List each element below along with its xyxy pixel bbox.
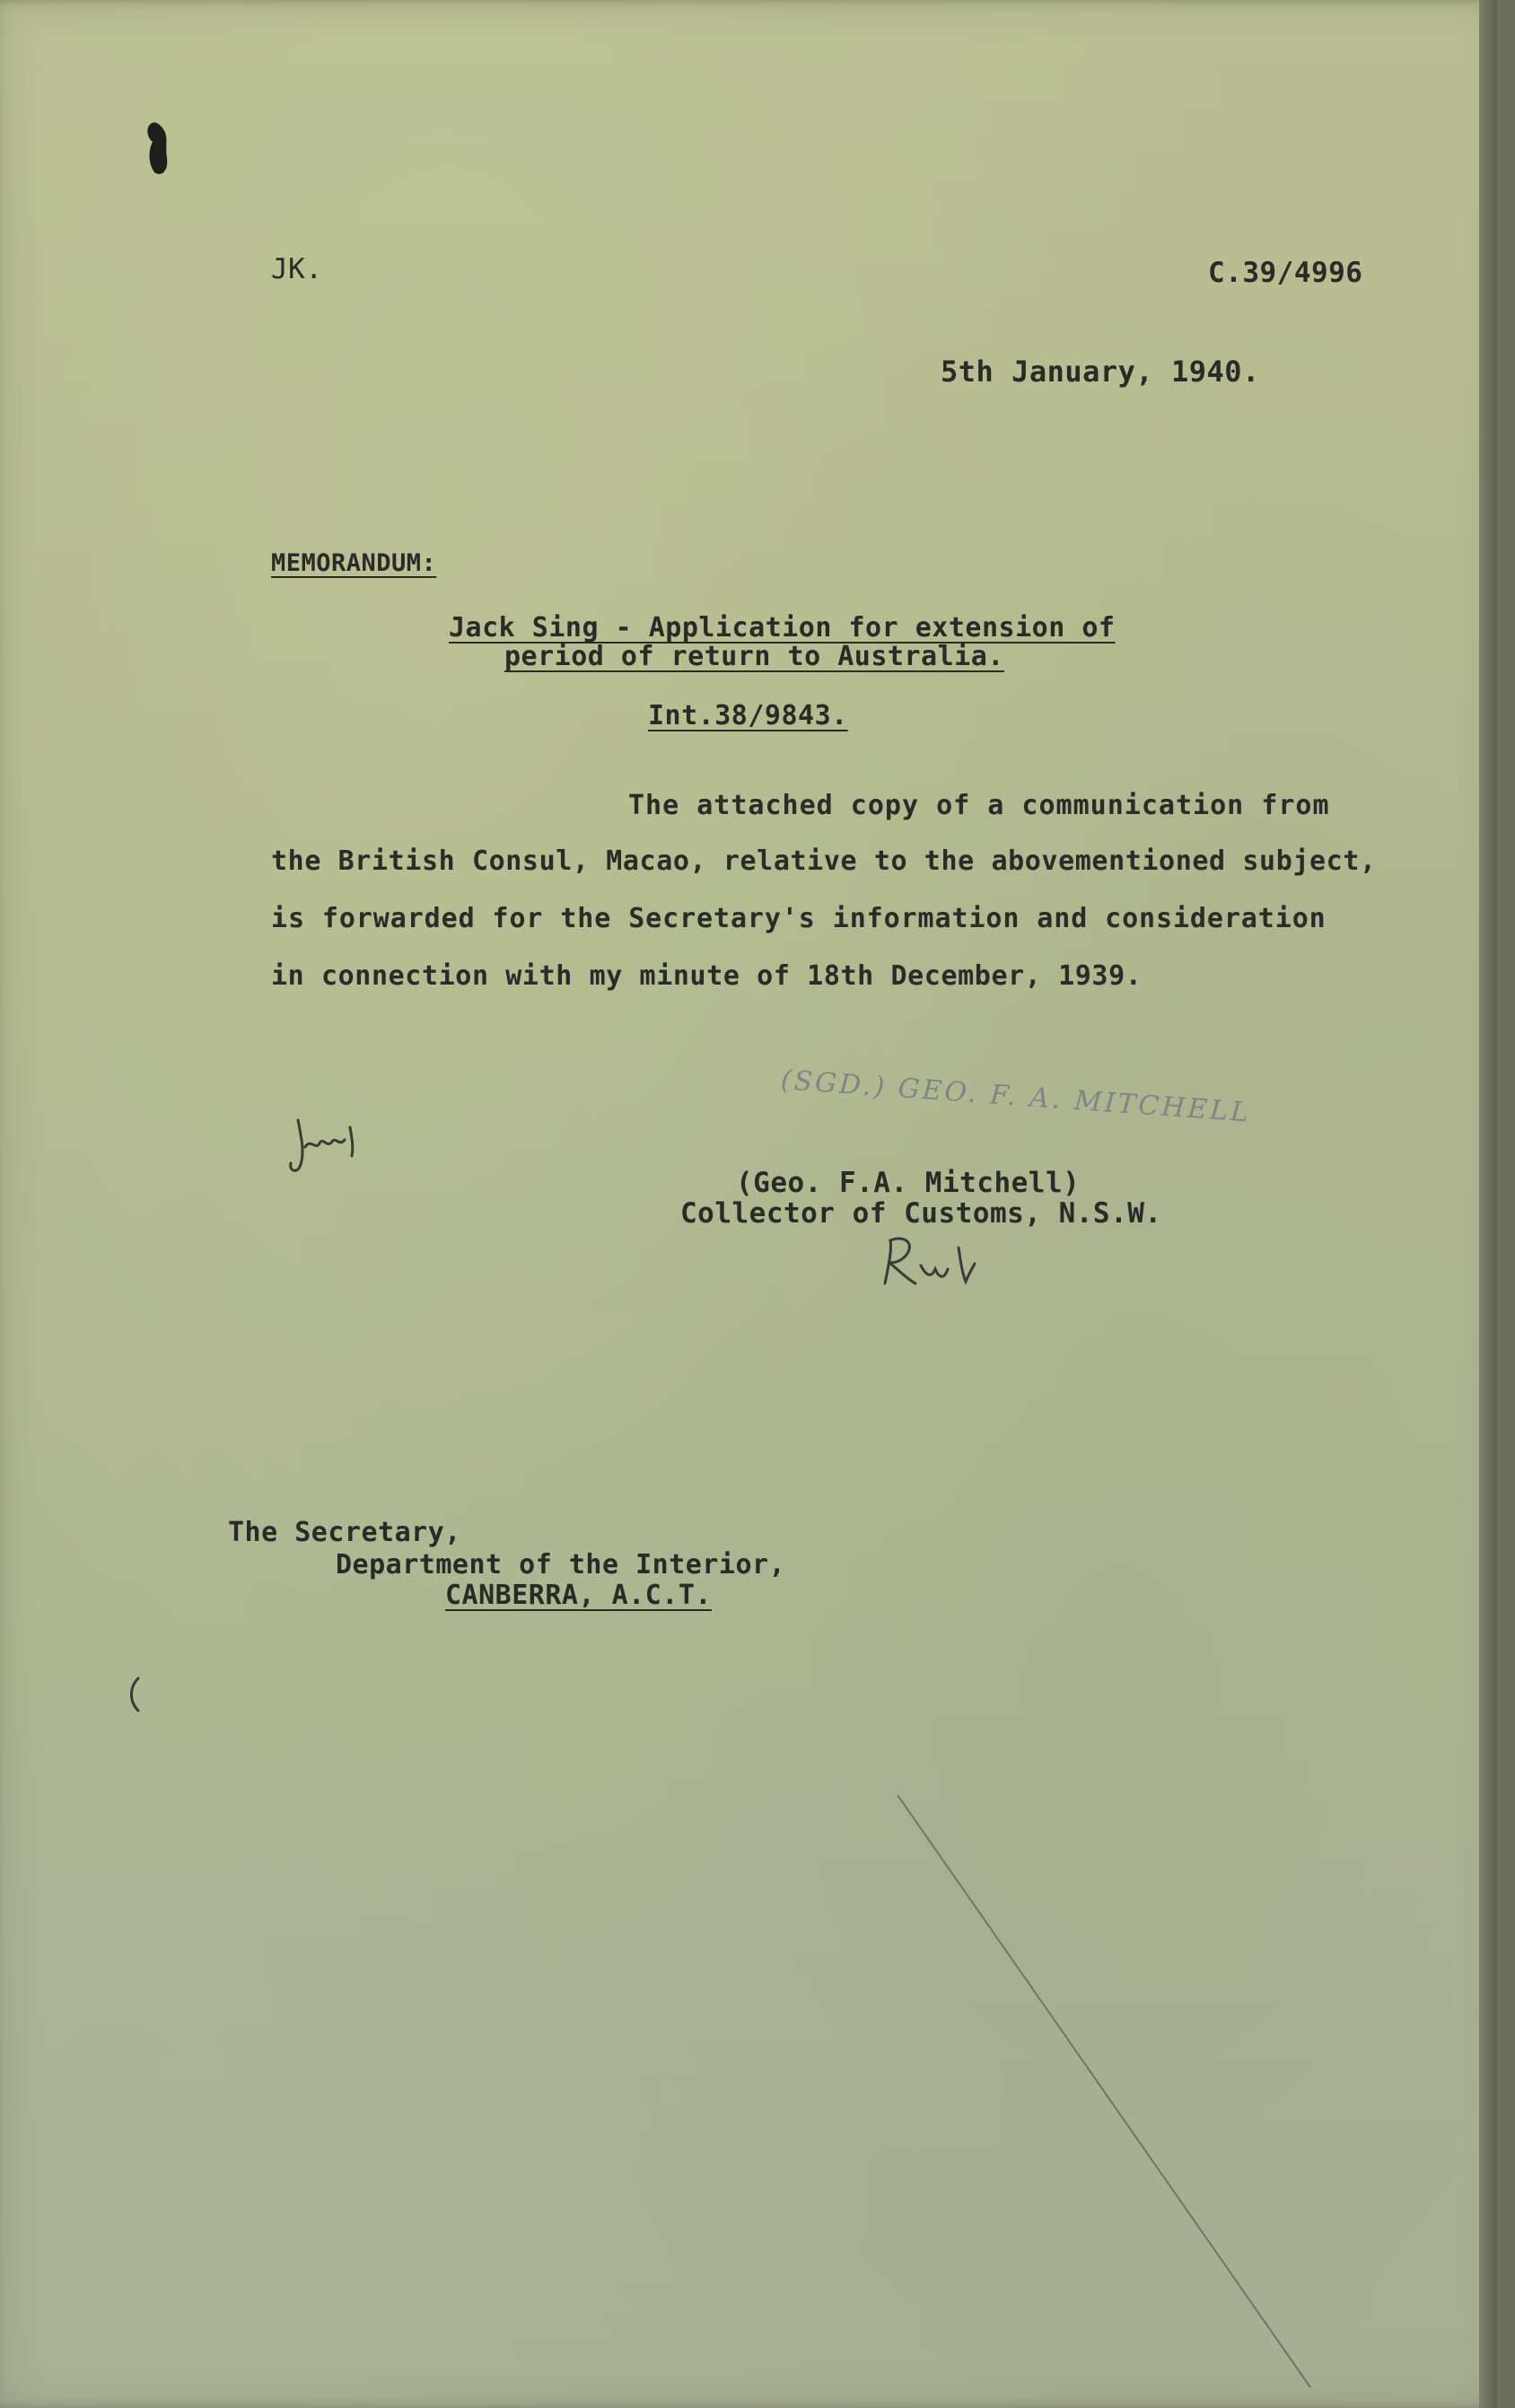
- initials: JK.: [271, 253, 323, 285]
- subject-line-2: period of return to Australia.: [504, 641, 1004, 672]
- diagonal-pencil-line: [889, 1786, 1319, 2396]
- body-line-1: The attached copy of a communication from: [628, 790, 1330, 821]
- memorandum-heading: MEMORANDUM:: [271, 549, 437, 577]
- addressee-line-3: CANBERRA, A.C.T.: [445, 1580, 712, 1611]
- signature-stamp: (SGD.) GEO. F. A. MITCHELL: [779, 1064, 1253, 1129]
- bracket-mark: [126, 1677, 144, 1712]
- handwritten-initials-signature: [876, 1230, 984, 1301]
- signatory-name: (Geo. F.A. Mitchell): [736, 1167, 1081, 1199]
- file-reference: C.39/4996: [1208, 257, 1363, 289]
- addressee-line-2: Department of the Interior,: [336, 1549, 786, 1581]
- addressee-line-1: The Secretary,: [228, 1517, 461, 1548]
- reference-number: Int.38/9843.: [648, 700, 848, 731]
- body-line-3: is forwarded for the Secretary's information and consideration: [271, 903, 1327, 934]
- ink-blot-mark: [142, 118, 178, 181]
- date: 5th January, 1940.: [941, 355, 1260, 389]
- signatory-title: Collector of Customs, N.S.W.: [680, 1197, 1162, 1230]
- subject-line-1: Jack Sing - Application for extension of: [449, 612, 1116, 644]
- body-line-4: in connection with my minute of 18th December, 1939.: [271, 960, 1143, 992]
- body-line-2: the British Consul, Macao, relative to the abovementioned subject,: [271, 845, 1377, 877]
- page-edge: [1479, 0, 1497, 2408]
- margin-initials-signature: [285, 1111, 384, 1183]
